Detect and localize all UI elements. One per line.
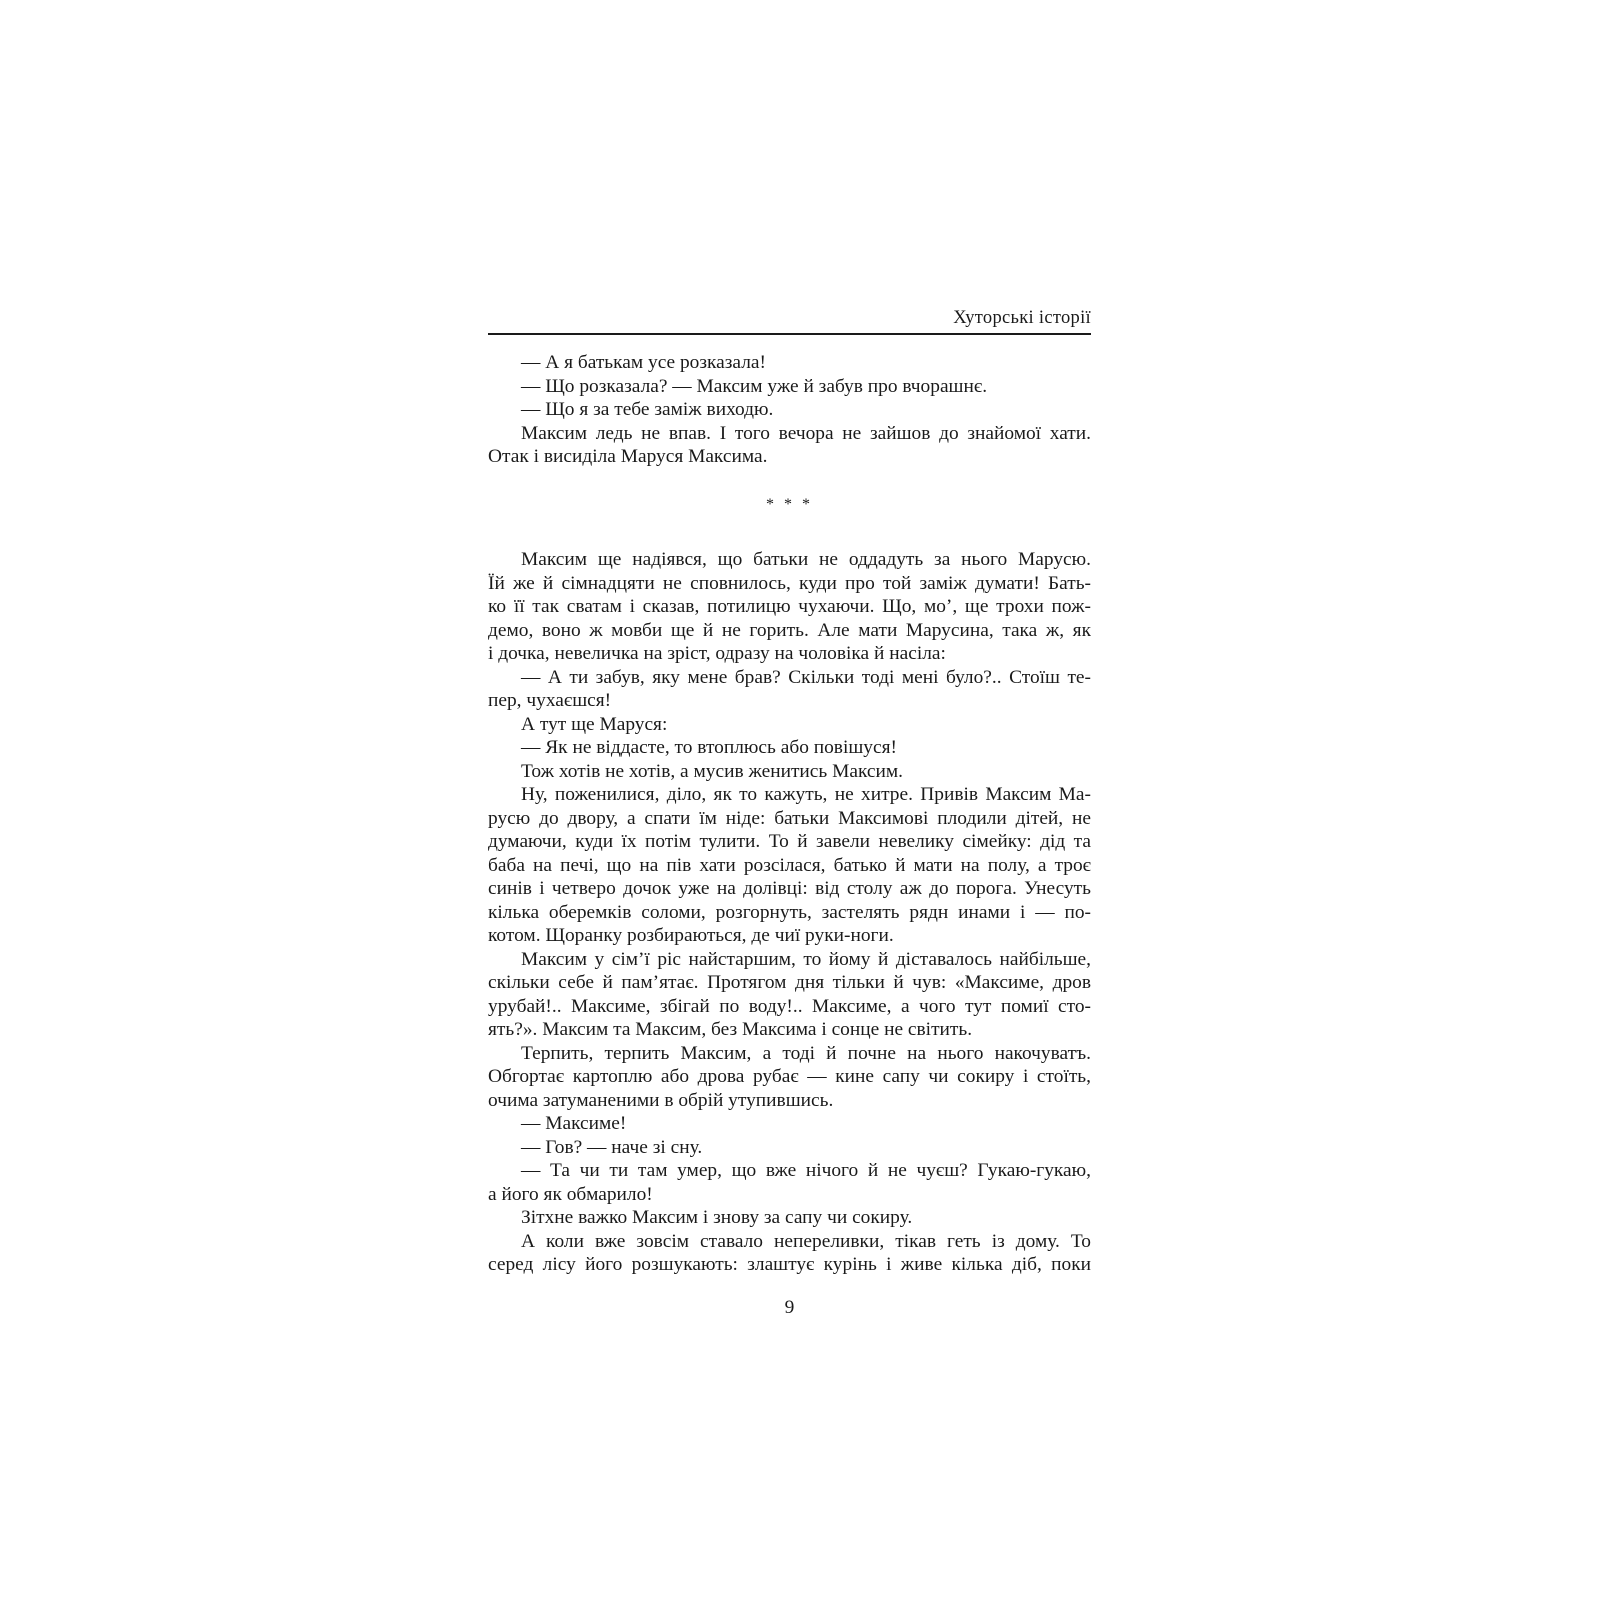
text-line: Ну, поженилися, діло, як то кажуть, не хитре. Привів Максим Ма-	[521, 784, 1091, 805]
text-line: Максим у сім’ї ріс найстаршим, то йому й діставалось найбільше,	[521, 948, 1091, 970]
text-line: синів і четверо дочок уже на долівці: від столу аж до порога. Унесуть	[488, 878, 1091, 899]
text-line: Тож хотів не хотів, а мусив женитись Максим.	[521, 760, 903, 782]
text-line: Отак і висиділа Маруся Максима.	[488, 446, 768, 467]
text-line: — А я батькам усе розказала!	[521, 352, 766, 373]
running-head-title: Хуторські історії	[953, 308, 1091, 328]
text-line: скільки себе й пам’ятає. Протягом дня тільки й чув: «Максиме, дров	[488, 972, 1091, 993]
text-block-2	[488, 548, 1091, 1277]
text-line: — Гов? — наче зі сну.	[521, 1136, 703, 1158]
text-line: — Та чи ти там умер, що вже нічого й не чуєш? Гукаю-гукаю,	[521, 1160, 1091, 1181]
text-line: думаючи, куди їх потім тулити. То й завели невелику сімейку: дід та	[488, 831, 1091, 852]
text-line: очима затуманеними в обрій утупившись.	[488, 1089, 834, 1111]
text-line: Терпить, терпить Максим, а тоді й почне на нього накочуватъ.	[521, 1042, 1091, 1064]
text-line: Максим ледь не впав. І того вечора не зайшов до знайомої хати.	[521, 422, 1091, 444]
text-line: демо, воно ж мовби ще й не горить. Але мати Марусина, така ж, як	[488, 619, 1091, 641]
text-line: пер, чухаєшся!	[488, 690, 612, 711]
text-line: ко її так сватам і сказав, потилицю чухаючи. Що, мо’, ще трохи пож-	[488, 596, 1091, 617]
text-line: — Як не віддасте, то втоплюсь або повішуся!	[521, 737, 897, 758]
text-line: баба на печі, що на пів хати розсілася, батько й мати на полу, а троє	[488, 854, 1091, 876]
body-text	[488, 351, 1091, 1277]
running-head	[488, 306, 1091, 335]
text-line: котом. Щоранку розбираються, де чиї руки-ноги.	[488, 925, 894, 946]
text-line: — Максиме!	[521, 1113, 627, 1134]
text-line: — Що я за тебе заміж виходю.	[521, 399, 774, 420]
book-page	[488, 306, 1091, 1318]
text-line: ять?». Максим та Максим, без Максима і сонце не світить.	[488, 1019, 973, 1040]
text-block-1	[488, 351, 1091, 469]
text-line: А коли вже зовсім ставало непереливки, тікав геть із дому. То	[521, 1230, 1091, 1252]
text-line: — А ти забув, яку мене брав? Скільки тоді мені було?.. Стоїш те-	[521, 666, 1091, 688]
text-line: — Що розказала? — Максим уже й забув про вчорашнє.	[521, 375, 988, 397]
text-line: урубай!.. Максиме, збігай по воду!.. Максиме, а чого тут помиї сто-	[488, 995, 1091, 1017]
text-line: Зітхне важко Максим і знову за сапу чи сокиру.	[521, 1207, 913, 1228]
text-line: Максим ще надіявся, що батьки не оддадуть за нього Марусю.	[521, 549, 1091, 570]
page-number: 9	[784, 1297, 795, 1318]
text-line: кілька оберемків соломи, розгорнуть, застелять рядн инами і — по-	[488, 901, 1091, 923]
text-line: серед лісу його розшукають: злаштує курінь і живе кілька діб, поки	[488, 1254, 1091, 1275]
text-line: Обгортає картоплю або дрова рубає — кине сапу чи сокиру і стоїть,	[488, 1066, 1091, 1087]
text-line: русю до двору, а спати їм ніде: батьки Максимові плодили дітей, не	[488, 807, 1091, 829]
text-line: Їй же й сімнадцяти не сповнилось, куди про той заміж думати! Бать-	[488, 572, 1091, 594]
section-separator: * * *	[766, 495, 813, 513]
text-line: і дочка, невеличка на зріст, одразу на чоловіка й насіла:	[488, 643, 946, 664]
text-line: А тут ще Маруся:	[521, 713, 668, 735]
text-line: а його як обмарило!	[488, 1183, 653, 1205]
